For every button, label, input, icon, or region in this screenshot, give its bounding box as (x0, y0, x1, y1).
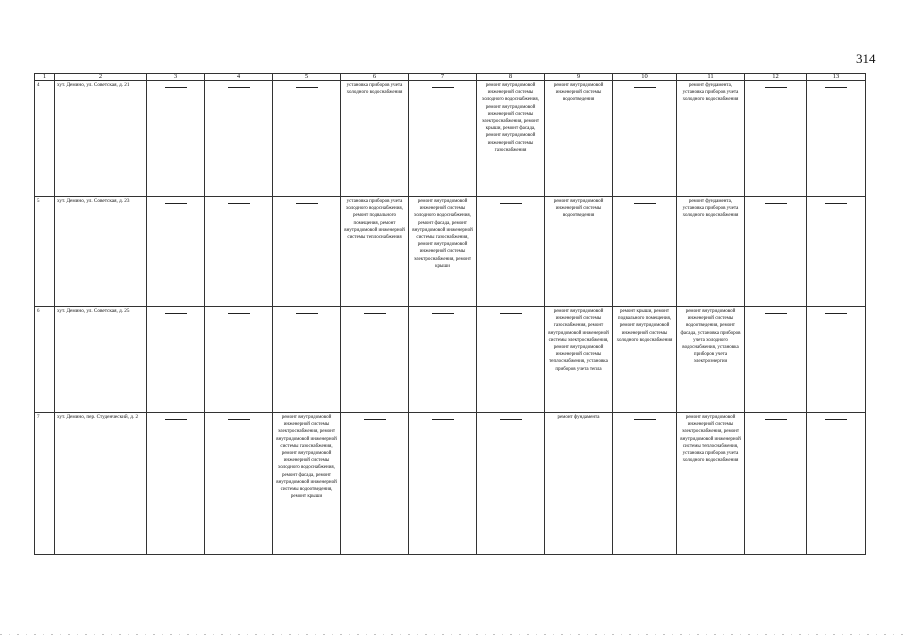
col-header: 12 (745, 74, 807, 81)
table-cell (807, 413, 866, 555)
table-cell (341, 413, 409, 555)
table-cell (409, 81, 477, 197)
table-cell: ремонт фундамента, установка приборов учета холодного водоснабжения (677, 81, 745, 197)
table-cell (341, 307, 409, 413)
empty-dash (825, 203, 847, 204)
empty-dash (765, 87, 787, 88)
empty-dash (165, 203, 187, 204)
table-cell: ремонт внутридомовой инженерной системы водоотведения, ремонт фасада, установка приборов учета холодного водоснабжения, установка приборов учета электроэнергии (677, 307, 745, 413)
table-cell (205, 307, 273, 413)
address-cell: хут. Демино, ул. Советская, д. 25 (55, 307, 147, 413)
col-header: 4 (205, 74, 273, 81)
empty-dash (634, 203, 656, 204)
empty-dash (500, 419, 522, 420)
empty-dash (364, 313, 386, 314)
table-cell (205, 197, 273, 307)
table-cell (807, 307, 866, 413)
empty-dash (765, 419, 787, 420)
table-cell: ремонт внутридомовой инженерной системы электроснабжения, ремонт внутридомовой инженерной системы газоснабжения, ремонт внутридомовой инженерной системы холодного водоснабжения, ремонт фасада, ремонт внутридомовой инженерной системы водоотведения, ремонт крыши (273, 413, 341, 555)
table-row (35, 413, 866, 555)
empty-dash (432, 419, 454, 420)
address-cell: хут. Демино, пер. Студенческий, д. 2 (55, 413, 147, 555)
table-cell (477, 413, 545, 555)
table-cell (273, 307, 341, 413)
row-number: 7 (35, 413, 55, 555)
empty-dash (825, 313, 847, 314)
address-cell: хут. Демино, ул. Советская, д. 23 (55, 197, 147, 307)
table-cell: ремонт внутридомовой инженерной системы холодного водоснабжения, ремонт фасада, ремонт внутридомовой инженерной системы газоснабжения, ремонт внутридомовой инженерной системы электроснабжения, ремонт крыши (409, 197, 477, 307)
table-cell (147, 413, 205, 555)
table-cell (273, 81, 341, 197)
table-cell (477, 197, 545, 307)
col-header: 10 (613, 74, 677, 81)
col-header: 9 (545, 74, 613, 81)
empty-dash (228, 313, 250, 314)
col-header: 2 (55, 74, 147, 81)
table-cell (147, 307, 205, 413)
table-cell (205, 81, 273, 197)
empty-dash (165, 419, 187, 420)
table-cell (409, 413, 477, 555)
empty-dash (825, 87, 847, 88)
col-header: 11 (677, 74, 745, 81)
table-cell (477, 307, 545, 413)
table-cell (807, 81, 866, 197)
table-row (35, 307, 866, 413)
table-cell (745, 81, 807, 197)
empty-dash (296, 87, 318, 88)
table-cell: ремонт внутридомовой инженерной системы электроснабжения, ремонт внутридомовой инженерной системы теплоснабжения, установка приборов учета холодного водоснабжения (677, 413, 745, 555)
empty-dash (500, 203, 522, 204)
empty-dash (634, 419, 656, 420)
table-cell (613, 81, 677, 197)
table-cell (147, 197, 205, 307)
table-cell (745, 413, 807, 555)
row-number: 6 (35, 307, 55, 413)
table-cell: ремонт внутридомовой инженерной системы холодного водоснабжения, ремонт внутридомовой инженерной системы электроснабжения, ремонт крыши, ремонт фасада, ремонт внутридомовой инженерной системы газоснабжения (477, 81, 545, 197)
empty-dash (165, 87, 187, 88)
empty-dash (432, 313, 454, 314)
empty-dash (228, 419, 250, 420)
table-cell: ремонт фундамента, установка приборов учета холодного водоснабжения (677, 197, 745, 307)
col-header: 3 (147, 74, 205, 81)
column-number-row (35, 74, 866, 81)
empty-dash (500, 313, 522, 314)
col-header: 5 (273, 74, 341, 81)
empty-dash (432, 87, 454, 88)
table-cell (745, 307, 807, 413)
empty-dash (228, 203, 250, 204)
table-cell: ремонт внутридомовой инженерной системы водоотведения (545, 197, 613, 307)
empty-dash (296, 313, 318, 314)
repair-schedule-table (34, 73, 866, 555)
address-cell: хут. Демино, ул. Советская, д. 21 (55, 81, 147, 197)
col-header: 1 (35, 74, 55, 81)
row-number: 4 (35, 81, 55, 197)
table-cell (613, 197, 677, 307)
col-header: 8 (477, 74, 545, 81)
table-cell: ремонт внутридомовой инженерной системы водоотведения (545, 81, 613, 197)
table-cell (613, 413, 677, 555)
table-cell (147, 81, 205, 197)
table-cell: ремонт фундамента (545, 413, 613, 555)
empty-dash (765, 203, 787, 204)
empty-dash (296, 203, 318, 204)
table-cell (273, 197, 341, 307)
empty-dash (825, 419, 847, 420)
table-row (35, 81, 866, 197)
table-row (35, 197, 866, 307)
empty-dash (165, 313, 187, 314)
table-cell: ремонт внутридомовой инженерной системы газоснабжения, ремонт внутридомовой инженерной системы электроснабжения, ремонт внутридомовой инженерной системы теплоснабжения, установка приборов учета тепла (545, 307, 613, 413)
scan-artifact-line (0, 634, 905, 635)
table-cell (205, 413, 273, 555)
table-cell (409, 307, 477, 413)
table-cell: установка приборов учета холодного водоснабжения (341, 81, 409, 197)
empty-dash (364, 419, 386, 420)
empty-dash (228, 87, 250, 88)
table-cell: установка приборов учета холодного водоснабжения, ремонт подвального помещения, ремонт внутридомовой инженерной системы теплоснабжения (341, 197, 409, 307)
col-header: 13 (807, 74, 866, 81)
empty-dash (765, 313, 787, 314)
page-number: 314 (856, 51, 876, 66)
table-cell (807, 197, 866, 307)
row-number: 5 (35, 197, 55, 307)
table-cell (745, 197, 807, 307)
table-cell: ремонт крыши, ремонт подвального помещения, ремонт внутридомовой инженерной системы холодного водоснабжения (613, 307, 677, 413)
empty-dash (634, 87, 656, 88)
col-header: 7 (409, 74, 477, 81)
col-header: 6 (341, 74, 409, 81)
